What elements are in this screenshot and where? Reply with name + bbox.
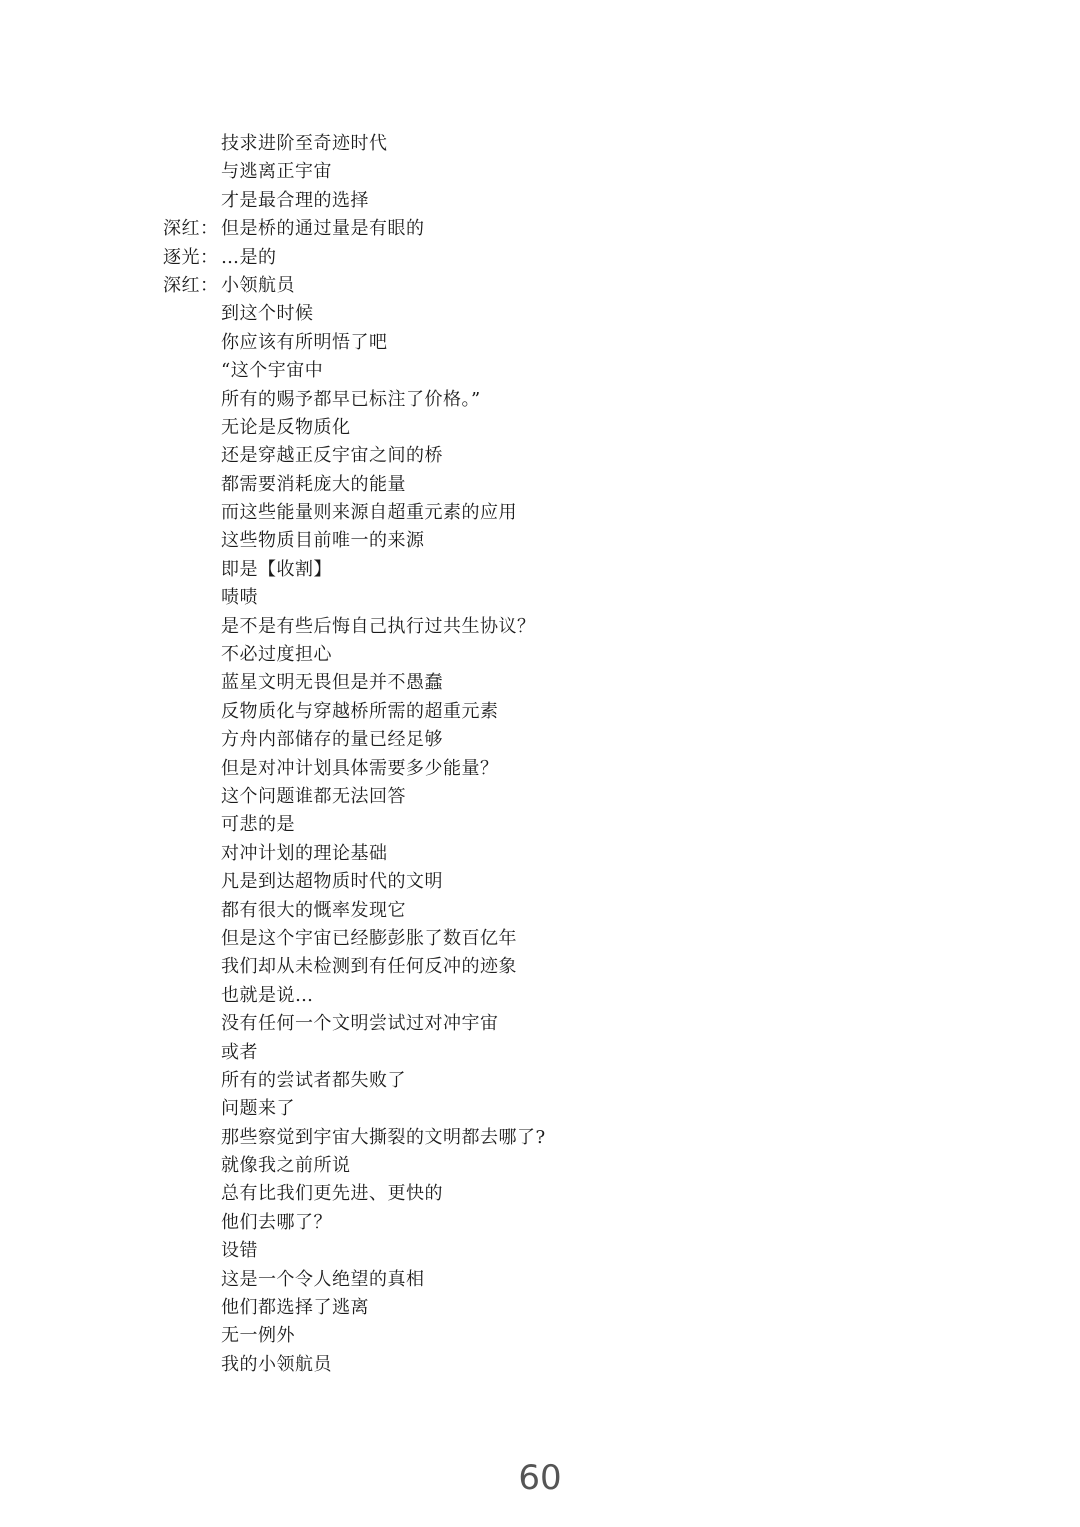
speaker-label — [163, 1322, 221, 1350]
line-text: 反物质化与穿越桥所需的超重元素 — [221, 700, 499, 722]
dialogue-line — [163, 1322, 863, 1350]
line-text: 对冲计划的理论基础 — [221, 842, 388, 864]
line-text: 设错 — [221, 1240, 258, 1262]
dialogue-line — [163, 414, 863, 442]
dialogue-line — [163, 1010, 863, 1038]
dialogue-line — [163, 556, 863, 584]
dialogue-line — [163, 1124, 863, 1152]
line-text: 都需要消耗庞大的能量 — [221, 473, 406, 495]
dialogue-line — [163, 698, 863, 726]
speaker-label — [163, 1152, 221, 1180]
speaker-label — [163, 868, 221, 896]
speaker-label — [163, 187, 221, 215]
speaker-label — [163, 1237, 221, 1265]
dialogue-line — [163, 1180, 863, 1208]
speaker-label: 深红： — [163, 218, 219, 240]
speaker-label — [163, 499, 221, 527]
dialogue-line — [163, 641, 863, 669]
dialogue-line — [163, 386, 863, 414]
line-text: 他们都选择了逃离 — [221, 1297, 369, 1319]
speaker-label: 深红： — [163, 274, 219, 296]
dialogue-script — [163, 130, 863, 1379]
dialogue-line — [163, 130, 863, 158]
line-text: 技求进阶至奇迹时代 — [221, 133, 388, 154]
line-text: 无论是反物质化 — [221, 416, 351, 438]
speaker-label — [163, 953, 221, 981]
speaker-label — [163, 329, 221, 357]
speaker-label — [163, 840, 221, 868]
speaker-label — [163, 414, 221, 442]
line-text: 这些物质目前唯一的来源 — [221, 530, 425, 552]
dialogue-line — [163, 1294, 863, 1322]
line-text: 我的小领航员 — [221, 1353, 332, 1375]
dialogue-line — [163, 1266, 863, 1294]
speaker-label: 逐光： — [163, 246, 219, 268]
dialogue-line — [163, 726, 863, 754]
line-text: 不必过度担心 — [221, 644, 332, 666]
dialogue-line — [163, 471, 863, 499]
speaker-label — [163, 925, 221, 953]
line-text: 无一例外 — [221, 1325, 295, 1347]
line-text: 他们去哪了？ — [221, 1211, 332, 1233]
speaker-label — [163, 811, 221, 839]
speaker-label — [163, 556, 221, 584]
dialogue-line — [163, 953, 863, 981]
speaker-label — [163, 1010, 221, 1038]
speaker-label — [163, 726, 221, 754]
speaker-label — [163, 982, 221, 1010]
line-text: 还是穿越正反宇宙之间的桥 — [221, 445, 443, 467]
line-text: 到这个时候 — [221, 303, 314, 325]
dialogue-line — [163, 187, 863, 215]
speaker-label — [163, 641, 221, 669]
dialogue-line — [163, 669, 863, 697]
speaker-label — [163, 1095, 221, 1123]
dialogue-line — [163, 613, 863, 641]
line-text: 所有的赐予都早已标注了价格。” — [221, 388, 481, 410]
page-number: 60 — [518, 1458, 562, 1498]
speaker-label — [163, 1351, 221, 1379]
dialogue-line — [163, 1067, 863, 1095]
line-text: 你应该有所明悟了吧 — [221, 331, 388, 353]
dialogue-line — [163, 499, 863, 527]
speaker-label — [163, 527, 221, 555]
dialogue-line — [163, 840, 863, 868]
speaker-label — [163, 442, 221, 470]
dialogue-line — [163, 527, 863, 555]
dialogue-line — [163, 442, 863, 470]
line-text: 可悲的是 — [221, 814, 295, 836]
dialogue-line — [163, 783, 863, 811]
line-text: 那些察觉到宇宙大撕裂的文明都去哪了? — [221, 1126, 546, 1148]
dialogue-line — [163, 1209, 863, 1237]
line-text: 而这些能量则来源自超重元素的应用 — [221, 502, 517, 524]
line-text: 或者 — [221, 1041, 258, 1063]
speaker-label — [163, 669, 221, 697]
line-text: 方舟内部储存的量已经足够 — [221, 729, 443, 751]
line-text: 这是一个令人绝望的真相 — [221, 1268, 425, 1290]
dialogue-line — [163, 215, 863, 243]
speaker-label — [163, 613, 221, 641]
line-text: 但是桥的通过量是有眼的 — [221, 218, 425, 240]
line-text: 但是对冲计划具体需要多少能量？ — [221, 757, 499, 779]
line-text: 是不是有些后悔自己执行过共生协议？ — [221, 615, 536, 637]
line-text: 没有任何一个文明尝试过对冲宇宙 — [221, 1013, 499, 1035]
speaker-label — [163, 1294, 221, 1322]
line-text: 就像我之前所说 — [221, 1155, 351, 1177]
dialogue-line — [163, 868, 863, 896]
line-text: 总有比我们更先进、更快的 — [221, 1183, 443, 1205]
dialogue-line — [163, 1351, 863, 1379]
dialogue-line — [163, 1095, 863, 1123]
speaker-label — [163, 584, 221, 612]
dialogue-line — [163, 272, 863, 300]
dialogue-line — [163, 897, 863, 925]
speaker-label — [163, 1039, 221, 1067]
line-text: 与逃离正宇宙 — [221, 161, 332, 183]
speaker-label — [163, 755, 221, 783]
speaker-label — [163, 783, 221, 811]
dialogue-line — [163, 1039, 863, 1067]
speaker-label — [163, 698, 221, 726]
dialogue-line — [163, 1152, 863, 1180]
speaker-label — [163, 1067, 221, 1095]
line-text: 凡是到达超物质时代的文明 — [221, 871, 443, 893]
speaker-label — [163, 1266, 221, 1294]
line-text: 所有的尝试者都失败了 — [221, 1069, 406, 1091]
line-text: 这个问题谁都无法回答 — [221, 785, 406, 807]
dialogue-line — [163, 300, 863, 328]
dialogue-line — [163, 755, 863, 783]
speaker-label — [163, 386, 221, 414]
speaker-label — [163, 1209, 221, 1237]
line-text: “这个宇宙中 — [221, 360, 324, 382]
line-text: 我们却从未检测到有任何反冲的迹象 — [221, 956, 517, 978]
dialogue-line — [163, 1237, 863, 1265]
line-text: 蓝星文明无畏但是并不愚蠢 — [221, 672, 443, 694]
speaker-label — [163, 897, 221, 925]
line-text: 小领航员 — [221, 274, 295, 296]
line-text: 啧啧 — [221, 587, 258, 609]
dialogue-line — [163, 811, 863, 839]
speaker-label — [163, 1180, 221, 1208]
line-text: 问题来了 — [221, 1098, 295, 1120]
line-text: 也就是说… — [221, 984, 314, 1006]
dialogue-line — [163, 329, 863, 357]
speaker-label — [163, 300, 221, 328]
dialogue-line — [163, 357, 863, 385]
dialogue-line — [163, 925, 863, 953]
line-text: 都有很大的慨率发现它 — [221, 899, 406, 921]
dialogue-line — [163, 584, 863, 612]
speaker-label — [163, 130, 221, 158]
line-text: 但是这个宇宙已经膨彭胀了数百亿年 — [221, 927, 517, 949]
line-text: 即是【收割】 — [221, 558, 332, 580]
dialogue-line — [163, 982, 863, 1010]
speaker-label — [163, 158, 221, 186]
dialogue-line — [163, 244, 863, 272]
speaker-label — [163, 357, 221, 385]
speaker-label — [163, 471, 221, 499]
line-text: 才是最合理的选择 — [221, 189, 369, 211]
dialogue-line — [163, 158, 863, 186]
speaker-label — [163, 1124, 221, 1152]
line-text: …是的 — [221, 246, 277, 268]
